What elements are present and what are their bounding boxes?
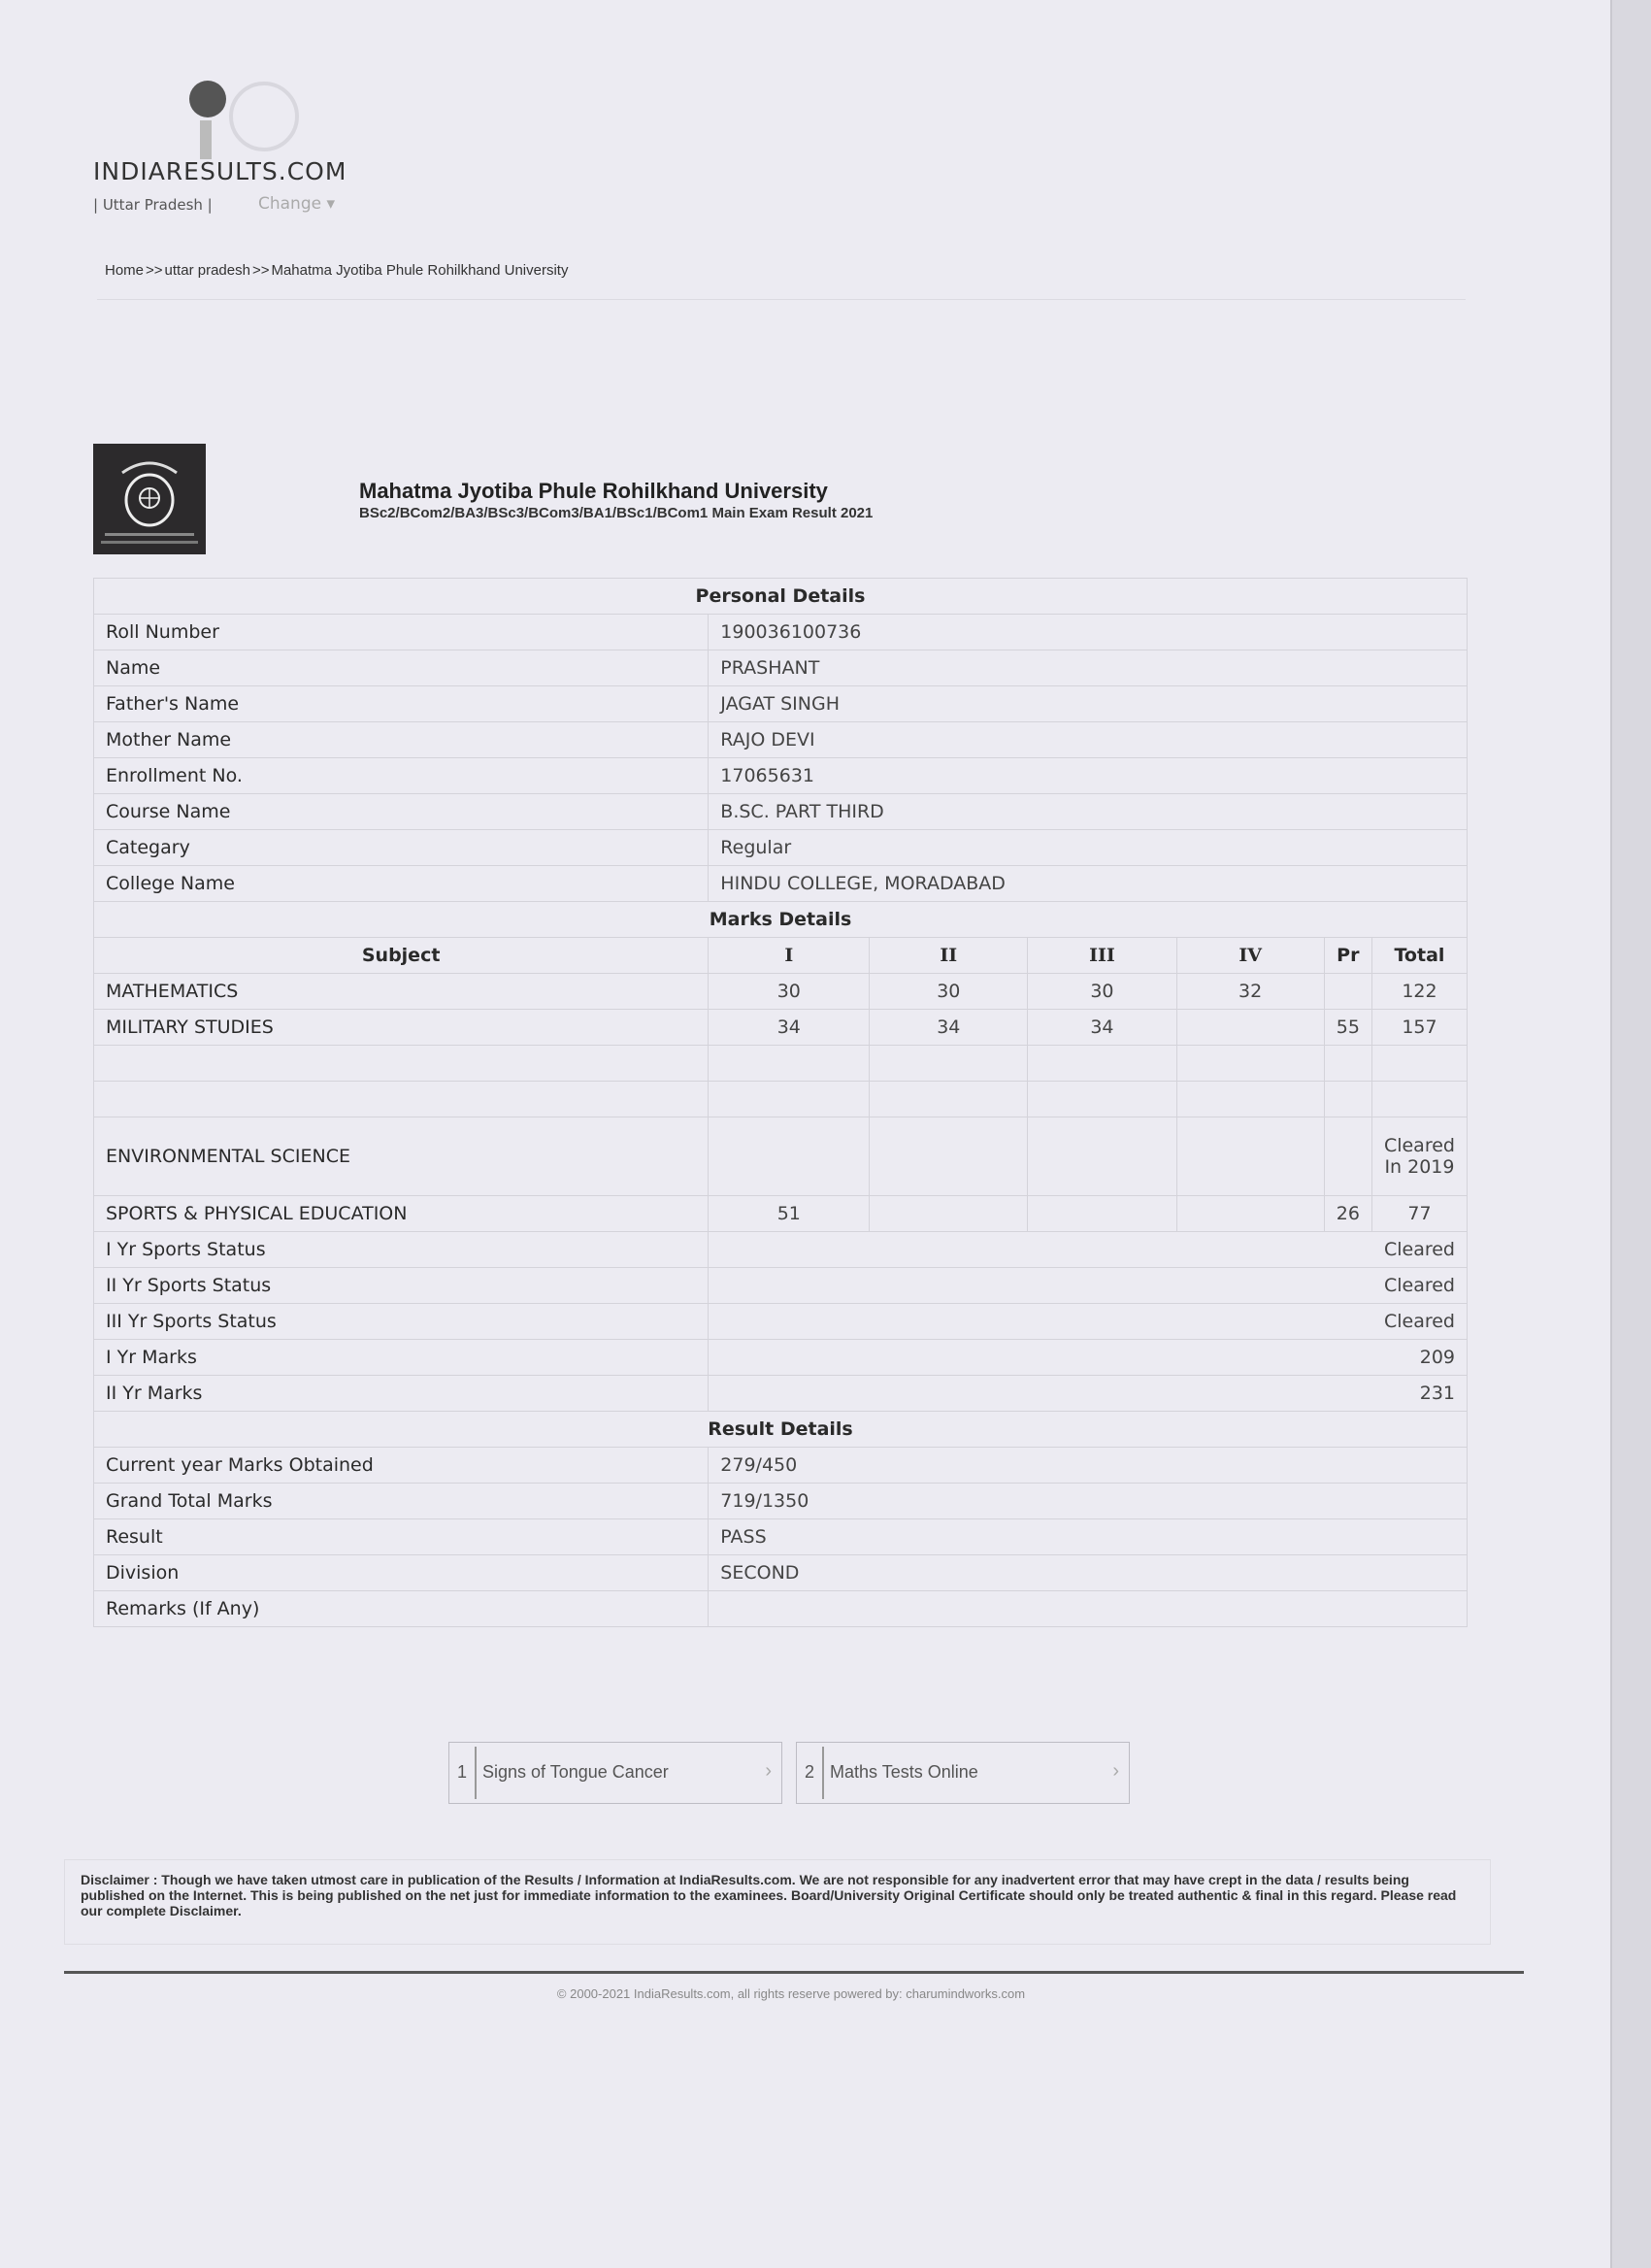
breadcrumb-university[interactable]: Mahatma Jyotiba Phule Rohilkhand University	[271, 262, 569, 279]
subject-name: MATHEMATICS	[94, 974, 709, 1010]
marks-row	[94, 1376, 1468, 1412]
status-value: Cleared	[709, 1268, 1468, 1304]
field-value: PASS	[709, 1519, 1468, 1555]
subject-name: II Yr Marks	[94, 1376, 709, 1412]
disclaimer-box	[64, 1859, 1491, 1945]
field-label: Result	[94, 1519, 709, 1555]
marks-iii: 34	[1028, 1010, 1176, 1046]
field-value: PRASHANT	[709, 650, 1468, 686]
university-seal-icon	[93, 444, 206, 554]
field-label: Roll Number	[94, 615, 709, 650]
personal-row	[94, 758, 1468, 794]
breadcrumb-home[interactable]: Home	[105, 262, 145, 279]
region-label: | Uttar Pradesh |	[93, 196, 213, 214]
result-table	[93, 578, 1468, 1627]
marks-total: 122	[1371, 974, 1467, 1010]
field-value: SECOND	[709, 1555, 1468, 1591]
field-label: Father's Name	[94, 686, 709, 722]
column-header-pr: Pr	[1324, 938, 1371, 974]
status-value: Cleared	[709, 1304, 1468, 1340]
result-details-heading: Result Details	[94, 1412, 1468, 1448]
empty-marks-row	[94, 1046, 1468, 1082]
marks-total: Cleared In 2019	[1371, 1117, 1467, 1196]
footer-divider	[64, 1971, 1524, 1974]
field-value	[709, 1591, 1468, 1627]
marks-details-heading: Marks Details	[94, 902, 1468, 938]
marks-row	[94, 1010, 1468, 1046]
breadcrumb-separator: >>	[251, 262, 270, 279]
field-value: 17065631	[709, 758, 1468, 794]
marks-total: 77	[1371, 1196, 1467, 1232]
section-header-row	[94, 902, 1468, 938]
field-label: Mother Name	[94, 722, 709, 758]
field-label: Enrollment No.	[94, 758, 709, 794]
marks-i: 34	[709, 1010, 870, 1046]
subject-name: ENVIRONMENTAL SCIENCE	[94, 1117, 709, 1196]
section-header-row	[94, 579, 1468, 615]
result-row	[94, 1555, 1468, 1591]
change-region-link[interactable]: Change ▾	[258, 194, 336, 214]
personal-row	[94, 686, 1468, 722]
ad-link-number: 2	[805, 1762, 815, 1782]
section-header-row	[94, 1412, 1468, 1448]
ad-link-divider	[822, 1747, 824, 1799]
site-logo[interactable]	[93, 78, 346, 214]
personal-row	[94, 722, 1468, 758]
column-header-i: I	[709, 938, 870, 974]
subject-name: I Yr Sports Status	[94, 1232, 709, 1268]
university-title: Mahatma Jyotiba Phule Rohilkhand University	[359, 479, 828, 503]
personal-row	[94, 794, 1468, 830]
copyright-text: © 2000-2021 IndiaResults.com, all rights reserve powered by: charumindworks.com	[556, 1986, 1026, 2001]
disclaimer-text: Disclaimer : Though we have taken utmost care in publication of the Results / Information at IndiaResults.com. We are not responsible for any inadvertent error that may have crept in the data / results being published on the Internet. This is being published on the net just for immediate information to the examinees. Board/University Original Certificate should only be treated authentic & final in this regard. Please read our complete	[81, 1872, 1457, 1918]
personal-row	[94, 830, 1468, 866]
field-value: Regular	[709, 830, 1468, 866]
field-value: 190036100736	[709, 615, 1468, 650]
empty-marks-row	[94, 1082, 1468, 1117]
marks-column-header-row	[94, 938, 1468, 974]
marks-iii: 30	[1028, 974, 1176, 1010]
column-header-subject: Subject	[94, 938, 709, 974]
field-value: 279/450	[709, 1448, 1468, 1484]
marks-pr: 55	[1324, 1010, 1371, 1046]
subject-name: SPORTS & PHYSICAL EDUCATION	[94, 1196, 709, 1232]
personal-row	[94, 650, 1468, 686]
chevron-right-icon: ›	[1112, 1760, 1119, 1782]
marks-value: 209	[709, 1340, 1468, 1376]
marks-pr	[1324, 974, 1371, 1010]
marks-row	[94, 1232, 1468, 1268]
exam-subtitle: BSc2/BCom2/BA3/BSc3/BCom3/BA1/BSc1/BCom1 Main Exam Result 2021	[359, 505, 874, 521]
marks-ii: 34	[870, 1010, 1028, 1046]
field-label: Division	[94, 1555, 709, 1591]
personal-row	[94, 866, 1468, 902]
ad-link-divider	[475, 1747, 477, 1799]
field-label: College Name	[94, 866, 709, 902]
breadcrumb	[105, 262, 568, 279]
marks-row	[94, 974, 1468, 1010]
marks-row	[94, 1268, 1468, 1304]
ad-link-text[interactable]: Maths Tests Online	[830, 1762, 978, 1782]
result-row	[94, 1591, 1468, 1627]
field-value: RAJO DEVI	[709, 722, 1468, 758]
result-row	[94, 1448, 1468, 1484]
column-header-iv: IV	[1176, 938, 1324, 974]
marks-row	[94, 1304, 1468, 1340]
column-header-ii: II	[870, 938, 1028, 974]
field-label: Course Name	[94, 794, 709, 830]
field-label: Current year Marks Obtained	[94, 1448, 709, 1484]
ad-link-text[interactable]: Signs of Tongue Cancer	[482, 1762, 669, 1782]
subject-name: II Yr Sports Status	[94, 1268, 709, 1304]
marks-i: 30	[709, 974, 870, 1010]
marks-row	[94, 1117, 1468, 1196]
result-row	[94, 1484, 1468, 1519]
marks-value: 231	[709, 1376, 1468, 1412]
subject-name: I Yr Marks	[94, 1340, 709, 1376]
marks-i: 51	[709, 1196, 870, 1232]
marks-total: 157	[1371, 1010, 1467, 1046]
marks-iv	[1176, 1010, 1324, 1046]
marks-iv: 32	[1176, 974, 1324, 1010]
ad-link-maths-tests[interactable]	[796, 1742, 1130, 1804]
ad-link-tongue-cancer[interactable]	[448, 1742, 782, 1804]
ad-link-number: 1	[457, 1762, 468, 1782]
result-row	[94, 1519, 1468, 1555]
subject-name: III Yr Sports Status	[94, 1304, 709, 1340]
field-label: Grand Total Marks	[94, 1484, 709, 1519]
disclaimer-link[interactable]: Disclaimer.	[169, 1903, 242, 1918]
field-label: Categary	[94, 830, 709, 866]
field-label: Remarks (If Any)	[94, 1591, 709, 1627]
breadcrumb-divider	[97, 299, 1466, 300]
column-header-total: Total	[1371, 938, 1467, 974]
breadcrumb-state[interactable]: uttar pradesh	[164, 262, 250, 279]
marks-pr: 26	[1324, 1196, 1371, 1232]
marks-row	[94, 1196, 1468, 1232]
personal-row	[94, 615, 1468, 650]
status-value: Cleared	[709, 1232, 1468, 1268]
subject-name: MILITARY STUDIES	[94, 1010, 709, 1046]
logo-text: INDIARESULTS.COM	[93, 157, 347, 185]
breadcrumb-separator: >>	[146, 262, 163, 279]
field-value: 719/1350	[709, 1484, 1468, 1519]
paper-edge	[1610, 0, 1651, 2268]
column-header-iii: III	[1028, 938, 1176, 974]
chevron-right-icon: ›	[765, 1760, 772, 1782]
personal-details-heading: Personal Details	[94, 579, 1468, 615]
marks-row	[94, 1340, 1468, 1376]
field-value: HINDU COLLEGE, MORADABAD	[709, 866, 1468, 902]
marks-ii: 30	[870, 974, 1028, 1010]
field-value: JAGAT SINGH	[709, 686, 1468, 722]
field-label: Name	[94, 650, 709, 686]
field-value: B.SC. PART THIRD	[709, 794, 1468, 830]
